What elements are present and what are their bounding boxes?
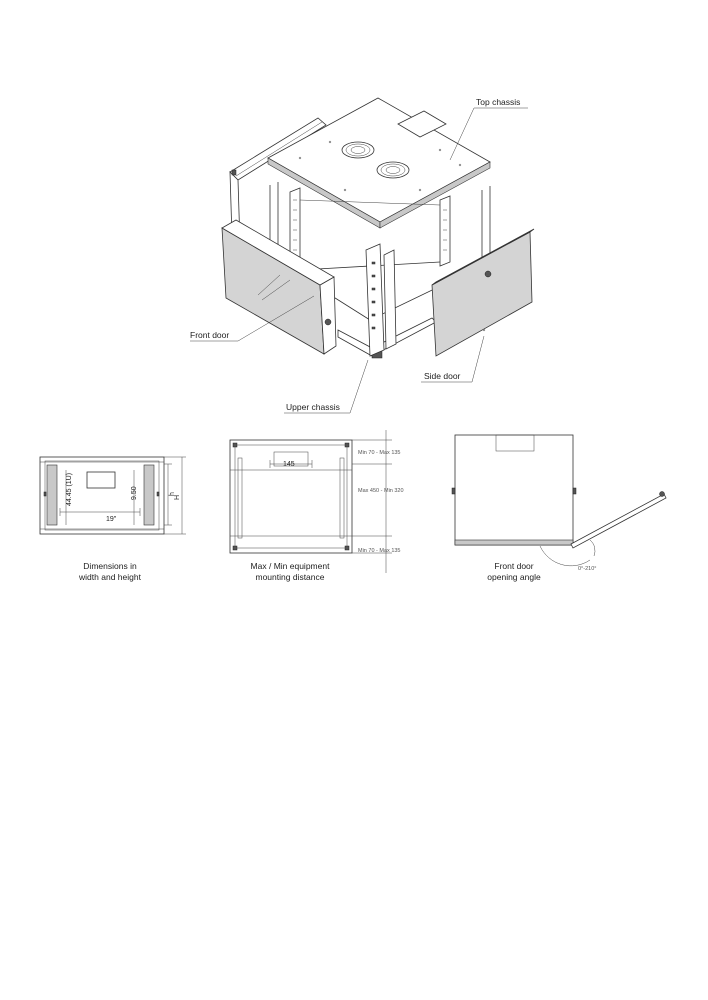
isometric-exploded-view: [190, 97, 534, 413]
label-side-door: Side door: [424, 371, 461, 381]
top-chassis: [268, 98, 490, 228]
dim-145: 145: [283, 461, 295, 468]
label-front-door: Front door: [190, 330, 230, 340]
dim-middle-range: Max 450 - Min 320: [358, 488, 404, 494]
dim-top-range: Min 70 - Max 135: [358, 450, 401, 456]
dim-1u: 44.45 (1U): [66, 472, 73, 506]
front-door: [222, 220, 336, 354]
dim-angle: 0°-210°: [578, 566, 597, 572]
caption-line-1: Front door: [494, 561, 534, 571]
dim-bottom-range: Min 70 - Max 135: [358, 548, 401, 554]
dim-h: h: [169, 492, 176, 496]
caption-line-2: opening angle: [487, 572, 541, 582]
caption-line-2: width and height: [79, 572, 141, 582]
front-mounting-rail: [366, 244, 396, 356]
dim-19-inch: 19": [106, 516, 117, 523]
caption-line-2: mounting distance: [255, 572, 325, 582]
dim-950: 9.50: [131, 486, 138, 500]
caption-line-1: Dimensions in: [83, 561, 137, 571]
label-upper-chassis: Upper chassis: [286, 402, 340, 412]
view-mounting-distance: [230, 430, 404, 582]
label-top-chassis: Top chassis: [476, 97, 521, 107]
caption-line-1: Max / Min equipment: [250, 561, 330, 571]
view-door-opening-angle: [452, 435, 666, 582]
dim-H: H: [174, 494, 181, 500]
view-dimensions-width-height: [40, 457, 186, 582]
